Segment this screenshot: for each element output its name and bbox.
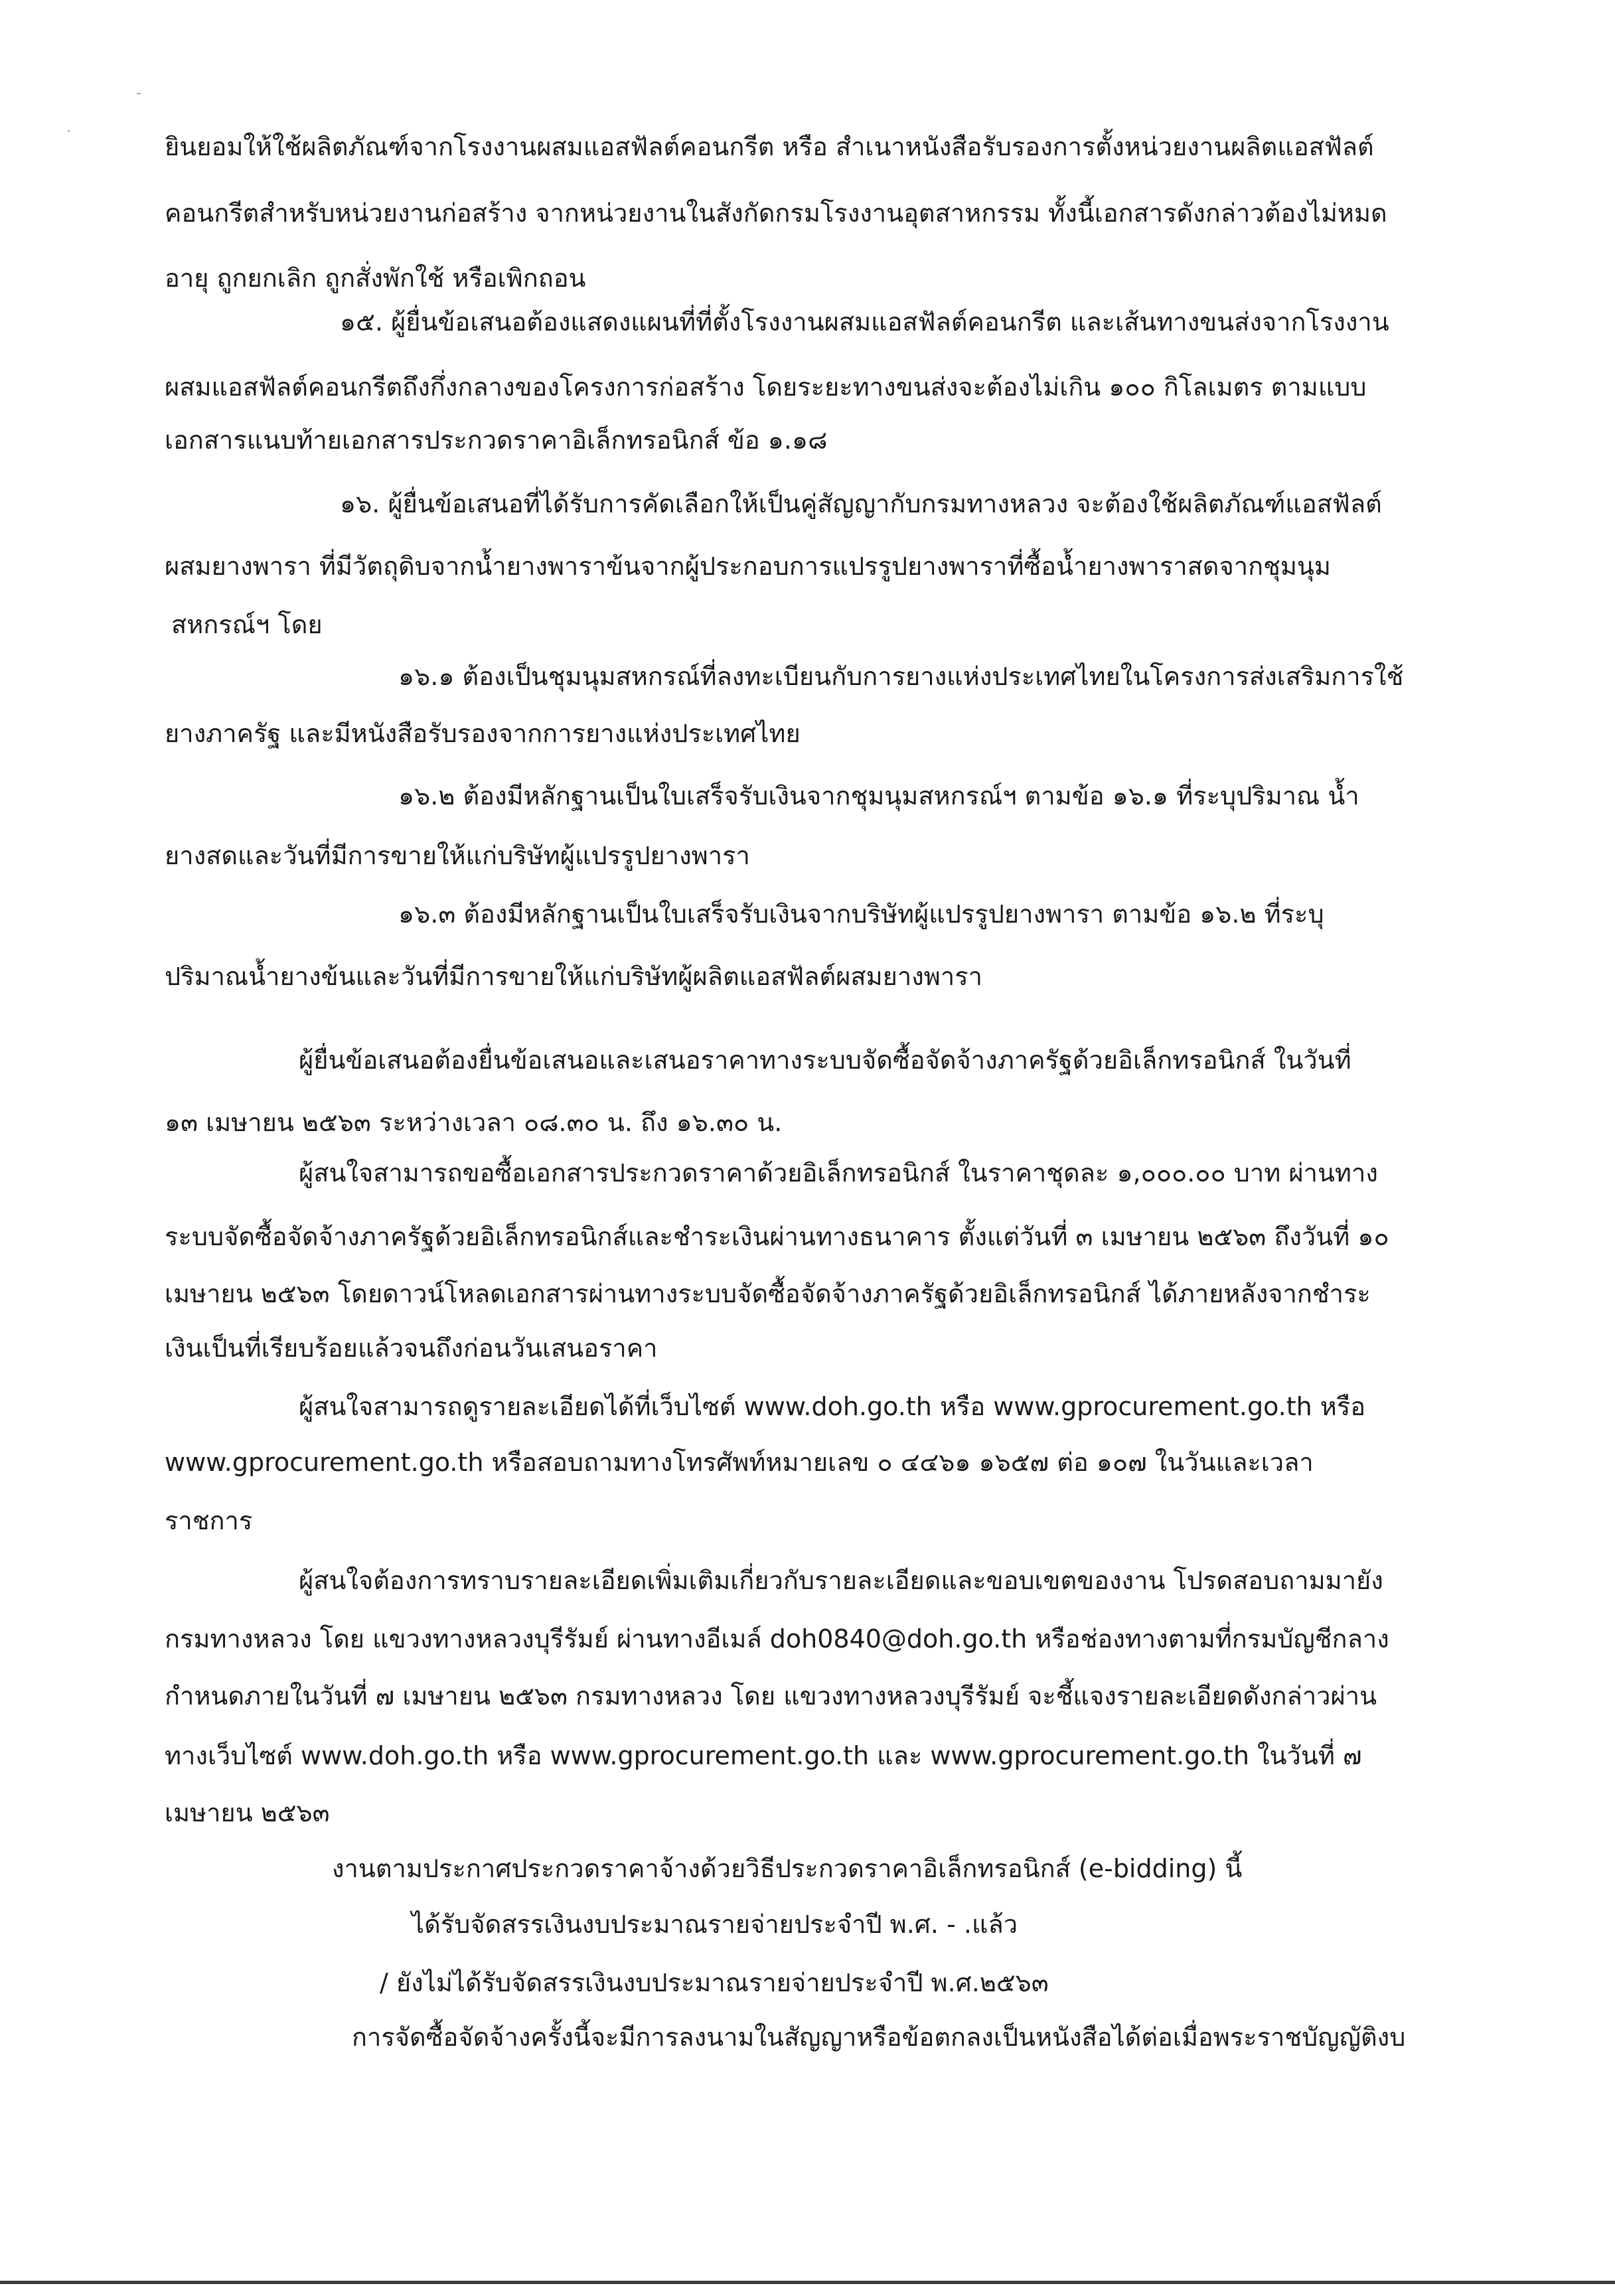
text-line: ๑๖.๓ ต้องมีหลักฐานเป็นใบเสร็จรับเงินจากบริษัทผู้แปรรูปยางพารา ตามข้อ ๑๖.๒ ที่ระบุ [398,899,1324,929]
text-line: ๑๖.๑ ต้องเป็นชุมนุมสหกรณ์ที่ลงทะเบียนกับการยางแห่งประเทศไทยในโครงการส่งเสริมการใช้ [398,662,1404,691]
text-line: ราชการ [165,1506,253,1535]
text-line: ผู้ยื่นข้อเสนอต้องยื่นข้อเสนอและเสนอราคาทางระบบจัดซื้อจัดจ้างภาครัฐด้วยอิเล็กทรอนิกส์ ในวันที่ [299,1045,1351,1075]
scan-mark: · [66,123,71,140]
text-line: กรมทางหลวง โดย แขวงทางหลวงบุรีรัมย์ ผ่านทางอีเมล์ doh0840@doh.go.th หรือช่องทางตามที่กรมบัญชีกลาง [165,1624,1389,1653]
text-line: ผสมแอสฟัลต์คอนกรีตถึงกึ่งกลางของโครงการก่อสร้าง โดยระยะทางขนส่งจะต้องไม่เกิน ๑๐๐ กิโลเมตร ตามแบบ [165,372,1367,402]
text-line: งานตามประกาศประกวดราคาจ้างด้วยวิธีประกวดราคาอิเล็กทรอนิกส์ (e-bidding) นี้ [332,1854,1243,1883]
text-line: ๑๖. ผู้ยื่นข้อเสนอที่ได้รับการคัดเลือกให้เป็นคู่สัญญากับกรมทางหลวง จะต้องใช้ผลิตภัณฑ์แอสฟัลต์ [340,489,1382,518]
page-bottom-edge [0,2281,1615,2284]
text-line: ปริมาณน้ำยางข้นและวันที่มีการขายให้แก่บริษัทผู้ผลิตแอสฟัลต์ผสมยางพารา [165,962,982,991]
text-line: www.gprocurement.go.th หรือสอบถามทางโทรศัพท์หมายเลข ๐ ๔๔๖๑ ๑๖๕๗ ต่อ ๑๐๗ ในวันและเวลา [165,1448,1314,1477]
text-line: ยินยอมให้ใช้ผลิตภัณฑ์จากโรงงานผสมแอสฟัลต์คอนกรีต หรือ สำเนาหนังสือรับรองการตั้งหน่วยงานผลิตแอสฟัลต์ [165,132,1374,161]
text-line: ๑๖.๒ ต้องมีหลักฐานเป็นใบเสร็จรับเงินจากชุมนุมสหกรณ์ฯ ตามข้อ ๑๖.๑ ที่ระบุปริมาณ น้ำ [398,781,1359,810]
text-line: ระบบจัดซื้อจัดจ้างภาครัฐด้วยอิเล็กทรอนิกส์และชำระเงินผ่านทางธนาคาร ตั้งแต่วันที่ ๓ เมษายน ๒๕๖๓ ถึงวันที่ ๑๐ [165,1222,1389,1251]
text-line: ๑๕. ผู้ยื่นข้อเสนอต้องแสดงแผนที่ที่ตั้งโรงงานผสมแอสฟัลต์คอนกรีต และเส้นทางขนส่งจากโรงงาน [340,307,1389,337]
text-line: ผู้สนใจต้องการทราบรายละเอียดเพิ่มเติมเกี่ยวกับรายละเอียดและขอบเขตของงาน โปรดสอบถามมายัง [299,1566,1383,1595]
text-line: ได้รับจัดสรรเงินงบประมาณรายจ่ายประจำปี พ.ศ. - .แล้ว [412,1910,1018,1939]
text-line: เอกสารแนบท้ายเอกสารประกวดราคาอิเล็กทรอนิกส์ ข้อ ๑.๑๘ [165,425,828,455]
text-line: สหกรณ์ฯ โดย [171,610,323,639]
text-line: / ยังไม่ได้รับจัดสรรเงินงบประมาณรายจ่ายประจำปี พ.ศ.๒๕๖๓ [380,1968,1049,1997]
text-line: ทางเว็บไซต์ www.doh.go.th หรือ www.gprocurement.go.th และ www.gprocurement.go.th ในวันที่ ๗ [165,1741,1362,1770]
text-line: เงินเป็นที่เรียบร้อยแล้วจนถึงก่อนวันเสนอราคา [165,1334,658,1363]
text-line: ยางสดและวันที่มีการขายให้แก่บริษัทผู้แปรรูปยางพารา [165,841,750,870]
text-line: ๑๓ เมษายน ๒๕๖๓ ระหว่างเวลา ๐๘.๓๐ น. ถึง ๑๖.๓๐ น. [165,1108,783,1137]
text-line: ผสมยางพารา ที่มีวัตถุดิบจากน้ำยางพาราข้นจากผู้ประกอบการแปรรูปยางพาราที่ซื้อน้ำยางพาราสดจากชุมนุม [165,552,1331,581]
text-line: กำหนดภายในวันที่ ๗ เมษายน ๒๕๖๓ กรมทางหลวง โดย แขวงทางหลวงบุรีรัมย์ จะชี้แจงรายละเอียดดังกล่าวผ่าน [165,1681,1377,1711]
text-line: อายุ ถูกยกเลิก ถูกสั่งพักใช้ หรือเพิกถอน [165,264,586,293]
text-line: การจัดซื้อจัดจ้างครั้งนี้จะมีการลงนามในสัญญาหรือข้อตกลงเป็นหนังสือได้ต่อเมื่อพระราชบัญญัติงบ [352,2023,1406,2052]
text-line: ผู้สนใจสามารถขอซื้อเอกสารประกวดราคาด้วยอิเล็กทรอนิกส์ ในราคาชุดละ ๑,๐๐๐.๐๐ บาท ผ่านทาง [299,1158,1378,1187]
text-line: คอนกรีตสำหรับหน่วยงานก่อสร้าง จากหน่วยงานในสังกัดกรมโรงงานอุตสาหกรรม ทั้งนี้เอกสารดังกล่าวต้องไม่หมด [165,198,1387,228]
text-line: ผู้สนใจสามารถดูรายละเอียดได้ที่เว็บไซต์ www.doh.go.th หรือ www.gprocurement.go.th หรือ [299,1392,1366,1421]
text-line: เมษายน ๒๕๖๓ [165,1798,330,1827]
scan-mark: - [136,85,141,102]
text-line: เมษายน ๒๕๖๓ โดยดาวน์โหลดเอกสารผ่านทางระบบจัดซื้อจัดจ้างภาครัฐด้วยอิเล็กทรอนิกส์ ได้ภายหลังจากชำระ [165,1279,1371,1308]
text-line: ยางภาครัฐ และมีหนังสือรับรองจากการยางแห่งประเทศไทย [165,719,801,748]
